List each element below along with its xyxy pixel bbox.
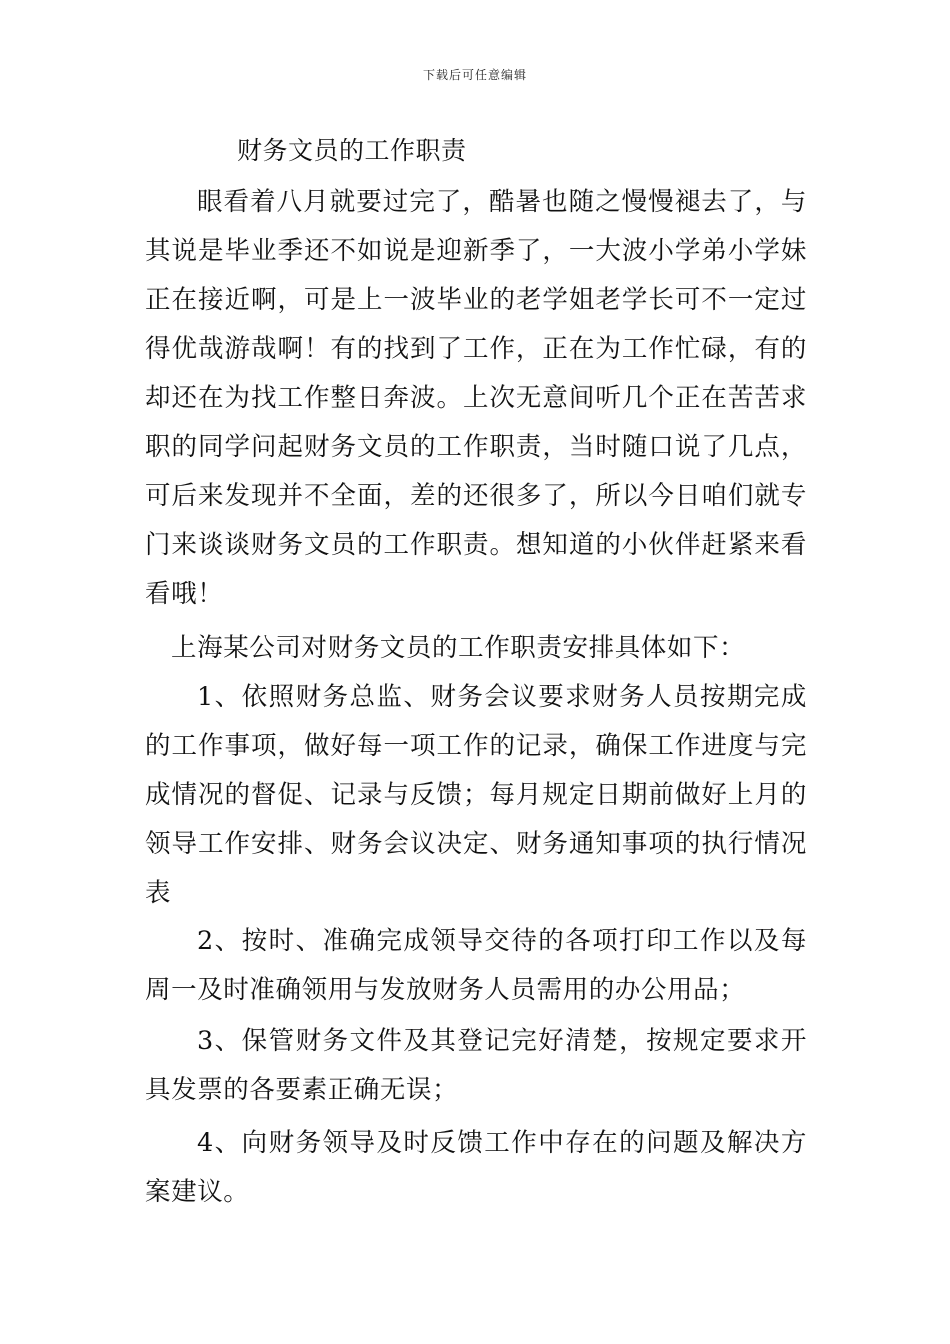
summary-paragraph: 上海某公司对财务文员的工作职责安排具体如下： <box>171 633 746 663</box>
intro-paragraph: 眼看着八月就要过完了，酷暑也随之慢慢褪去了，与其说是毕业季还不如说是迎新季了，一大波小学弟小学妹正在接近啊，可是上一波毕业的老学姐老学长可不一定过得优哉游哉啊！有的找到了工作，正在为工作忙碌，有的却还在为找工作整日奔波。上次无意间听几个正在苦苦求职的同学问起财务文员的工作职责，当时随口说了几点，可后来发现并不全面，差的还很多了，所以今日咱们就专门来谈谈财务文员的工作职责。想知道的小伙伴赶紧来看看哦！ <box>145 187 807 609</box>
header-note: 下载后可任意编辑 <box>422 68 527 82</box>
document-title: 财务文员的工作职责 <box>237 136 467 165</box>
duty-item-1: 1、依照财务总监、财务会议要求财务人员按期完成的工作事项，做好每一项工作的记录，确保工作进度与完成情况的督促、记录与反馈；每月规定日期前做好上月的领导工作安排、财务会议决定、财务通知事项的执行情况表 <box>145 682 807 908</box>
duty-item-4: 4、向财务领导及时反馈工作中存在的问题及解决方案建议。 <box>145 1128 807 1207</box>
duty-item-2: 2、按时、准确完成领导交待的各项打印工作以及每周一及时准确领用与发放财务人员需用的办公用品； <box>145 926 807 1005</box>
duty-item-3: 3、保管财务文件及其登记完好清楚，按规定要求开具发票的各要素正确无误； <box>145 1026 807 1105</box>
